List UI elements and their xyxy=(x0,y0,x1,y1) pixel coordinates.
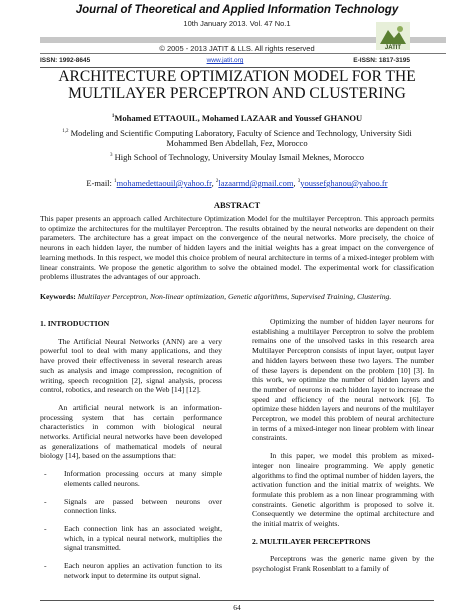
bullet-dash-icon: - xyxy=(44,523,47,533)
logo-text: JATIT xyxy=(384,45,402,50)
affiliation-1 xyxy=(40,127,434,148)
volume-line: 10th January 2013. Vol. 47 No.1 xyxy=(183,19,291,28)
list-item xyxy=(40,524,222,553)
issn-row xyxy=(40,57,410,67)
list-item-text: Each connection link has an associated weight, which, in a typical neural network, multiplies the signal transmitted. xyxy=(64,523,222,553)
affil1-sup: 1,2 xyxy=(62,129,69,134)
email-link-3[interactable]: youssefghanou@yahoo.fr xyxy=(300,178,388,188)
paper-title xyxy=(40,68,434,102)
issn: ISSN: 1992-8645 xyxy=(40,57,91,64)
journal-title: Journal of Theoretical and Applied Information Technology xyxy=(75,4,399,16)
email-sup-2: 2 xyxy=(215,179,219,185)
abstract-text: This paper presents an approach called Architecture Optimization Model for the multilayer Perceptron. This approach permits to optimize the architectures for the multilayer Perceptron. The results obtained by the neural networks are dependent on their parameters. The architecture has a great impact on the convergence of the neural networks. More precisely, the choice of neurons in each hidden layer, the number of hidden layers and the initial weights has a great impact on the convergence of learning methods. In this respect, we model this choice problem of neural architecture in terms of a mixed-integer problem with linear constraints. We propose the genetic algorithm to solve the obtained model. The experimental work for classification problems illustrates the advantages of our approach. xyxy=(40,214,434,282)
affil2-line1: High School of Technology, University Moulay Ismail Meknes, Morocco xyxy=(114,151,365,162)
right-paragraph-1: Optimizing the number of hidden layer neurons for establishing a multilayer Perceptron to solve the problem remains one of the unsolved tasks in this research area Multilayer Perceptron consists of input layer, output layer and hidden layers between these two layers. The number of these layers is dependent on the problem [10] [3]. In this work, we optimize the number of hidden layers and the number of neurons in each hidden layer to increase the speed and efficiency of the neural network [6]. To optimize these hidden layers and neurons of the multilayer Perceptron, we model this problem of neural architecture in terms of a mixed-integer non linear problem with linear constraints. xyxy=(252,317,434,443)
bullet-dash-icon: - xyxy=(44,561,47,571)
abstract-heading: ABSTRACT xyxy=(213,200,261,210)
list-item xyxy=(40,497,222,516)
right-paragraph-3: Perceptrons was the generic name given by the psychologist Frank Rosenblatt to a family of xyxy=(252,554,434,574)
affil1-line1: Modeling and Scientific Computing Laboratory, Faculty of Science and Technology, University Sidi xyxy=(70,127,412,138)
list-item xyxy=(40,561,222,580)
bullet-dash-icon: - xyxy=(44,469,47,479)
right-paragraph-2: In this paper, we model this problem as mixed-integer non lineaire programming. We apply genetic algorithms to find the optimal number of hidden layers, the activation function and the initial matrix of weights. We formulate this problem as a non linear programming with constraints. Genetic algorithm is proposed to solve it. Consequently we determine the optimal architecture and the initial matrix of weights. xyxy=(252,451,434,529)
header-divider xyxy=(40,53,446,54)
email-line: E-mail: $^1$mohamedettaouil@yahoo.fr, $^2$lazaarmd@gmail.com, $^3$youssefghanou@yahoo.fr xyxy=(86,178,388,188)
email-link-1[interactable]: mohamedettaouil@yahoo.fr xyxy=(116,178,212,188)
author-list xyxy=(40,113,434,123)
journal-url-link[interactable]: www.jatit.org xyxy=(206,57,244,64)
jatit-logo-icon xyxy=(376,22,410,50)
section-heading-multilayer-perceptrons: 2. MULTILAYER PERCEPTRONS xyxy=(252,536,371,546)
footer-rule xyxy=(40,600,434,601)
authors-text: Mohamed ETTAOUIL, Mohamed LAZAAR and Youssef GHANOU xyxy=(114,113,363,123)
page-number: 64 xyxy=(233,603,241,612)
intro-paragraph-2: An artificial neural network is an information-processing system that has certain performance characteristics in common with biological neural networks. Artificial neural networks have been developed as generalizations of mathematical models of neural biology [14], based on the assumptions that: xyxy=(40,402,222,461)
section-heading-introduction: 1. INTRODUCTION xyxy=(40,319,110,328)
keywords xyxy=(40,292,434,302)
list-item-text: Each neuron applies an activation function to its network input to determine its output signal. xyxy=(64,561,222,580)
keywords-label: Keywords: xyxy=(40,292,76,301)
eissn: E-ISSN: 1817-3195 xyxy=(353,57,410,64)
copyright-line: © 2005 - 2013 JATIT & LLS. All rights reserved xyxy=(159,44,315,53)
title-line-2: MULTILAYER PERCEPTRON AND CLUSTERING xyxy=(68,85,406,102)
affil1-line2: Mohammed Ben Abdellah, Fez, Morocco xyxy=(166,137,308,148)
email-sup-1: 1 xyxy=(114,179,117,185)
list-item xyxy=(40,469,222,488)
keywords-list: Multilayer Perceptron, Non-linear optimization, Genetic algorithms, Supervised Training, Clustering. xyxy=(77,292,392,301)
right-column xyxy=(252,317,434,582)
author-sup-1: 1 xyxy=(111,114,115,120)
list-item-text: Information processing occurs at many simple elements called neurons. xyxy=(64,469,222,488)
email-link-2[interactable]: lazaarmd@gmail.com xyxy=(218,178,294,188)
affiliation-2 xyxy=(40,151,434,162)
left-column xyxy=(40,317,222,588)
title-line-1: ARCHITECTURE OPTIMIZATION MODEL FOR THE xyxy=(58,68,416,85)
intro-paragraph-1: The Artificial Neural Networks (ANN) are a very powerful tool to deal with many applications, and they have proved their effectiveness in several research areas such as analysis and image compression, recognition of writing, speech recognition [2], signal analysis, process control, robotics, and research on the Web [14] [12]. xyxy=(40,336,222,395)
bullet-dash-icon: - xyxy=(44,496,47,506)
affil2-sup: 3 xyxy=(109,153,113,158)
list-item-text: Signals are passed between neurons over connection links. xyxy=(64,496,222,516)
email-label: E-mail: xyxy=(86,178,112,188)
email-sup-3: 3 xyxy=(297,179,301,185)
